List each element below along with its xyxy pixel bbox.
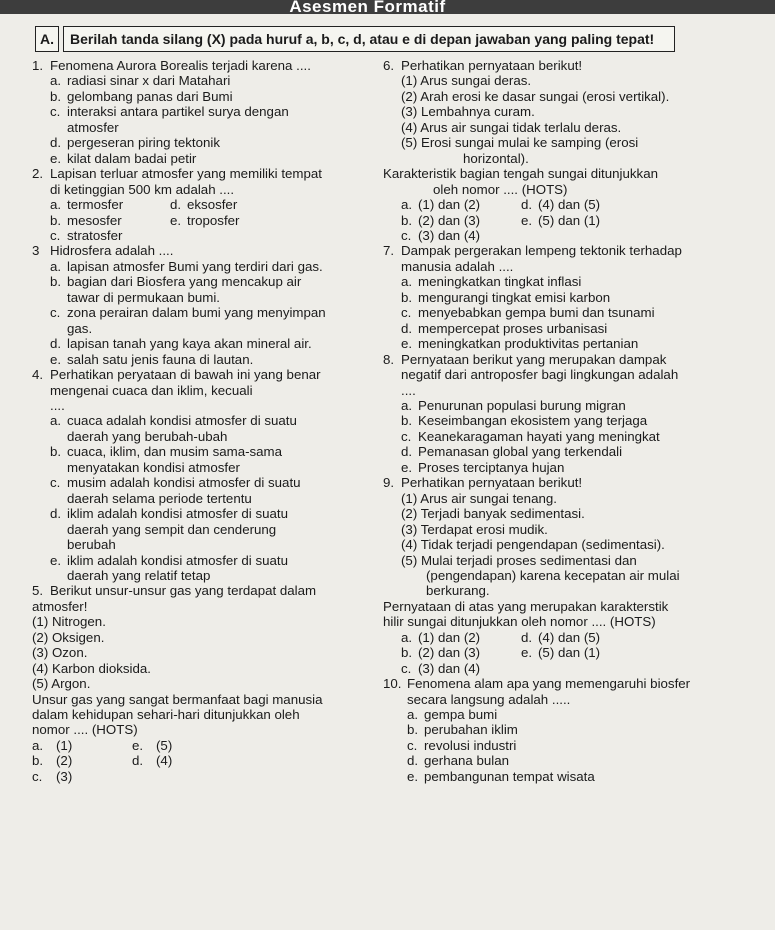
q8-option-b[interactable]: b. Keseimbangan ekosistem yang terjaga [401, 413, 648, 429]
q1-option-d[interactable]: d. pergeseran piring tektonik [50, 135, 221, 151]
q5-option-d[interactable]: d. (4) [132, 753, 173, 769]
q8-option-d[interactable]: d. Pemanasan global yang terkendali [401, 444, 623, 460]
q5-stmt-3: (3) Ozon. [32, 645, 88, 661]
question-3: 3 Hidrosfera adalah .... [32, 243, 174, 259]
section-letter: A. [35, 26, 59, 52]
q7-option-c[interactable]: c. menyebabkan gempa bumi dan tsunami [401, 305, 655, 321]
q7-option-d[interactable]: d. mempercepat proses urbanisasi [401, 320, 608, 336]
q9-stmt-5c: berkurang. [426, 583, 490, 599]
question-4: 4. Perhatikan peryataan di bawah ini yang benar mengenai cuaca dan iklim, kecuali .... [32, 367, 321, 413]
section-instruction: Berilah tanda silang (X) pada huruf a, b, c, d, atau e di depan jawaban yang paling tepat! [63, 26, 675, 52]
q2-option-c[interactable]: c. stratosfer [50, 227, 123, 243]
page-title: Asesmen Formatif [289, 0, 446, 16]
q3-option-a[interactable]: a. lapisan atmosfer Bumi yang terdiri dari gas. [50, 258, 323, 274]
q7-option-b[interactable]: b. mengurangi tingkat emisi karbon [401, 289, 611, 305]
q5-option-a[interactable]: a. (1) [32, 737, 73, 753]
q6-option-d[interactable]: d. (4) dan (5) [521, 197, 601, 213]
section-header [35, 26, 675, 52]
q1-option-b[interactable]: b. gelombang panas dari Bumi [50, 88, 233, 104]
q4-option-d[interactable]: d. iklim adalah kondisi atmosfer di suatu daerah yang sempit dan cenderung berubah [50, 506, 288, 553]
q10-option-c[interactable]: c. revolusi industri [407, 737, 517, 753]
q6-option-b[interactable]: b. (2) dan (3) [401, 212, 481, 228]
q6-stmt-5b: horizontal). [463, 150, 529, 166]
q5-prompt-2: dalam kehidupan sehari-hari ditunjukkan oleh [32, 707, 300, 723]
question-5: 5. Berikut unsur-unsur gas yang terdapat dalam [32, 583, 317, 599]
q9-stmt-3: (3) Terdapat erosi mudik. [401, 521, 548, 537]
q9-stmt-1: (1) Arus air sungai tenang. [401, 490, 557, 506]
q5-stmt-1: (1) Nitrogen. [32, 614, 106, 630]
q9-options [383, 630, 743, 676]
question-6: 6. Perhatikan pernyataan berikut! [383, 58, 583, 73]
q6-stmt-4: (4) Arus air sungai tidak terlalu deras. [401, 119, 622, 135]
question-2: 2. Lapisan terluar atmosfer yang memiliki tempat di ketinggian 500 km adalah .... [32, 166, 322, 197]
question-10: 10. Fenomena alam apa yang memengaruhi biosfer secara langsung adalah ..... [383, 676, 691, 707]
q5-options [32, 738, 370, 784]
q8-option-c[interactable]: c. Keanekaragaman hayati yang meningkat [401, 428, 660, 444]
q3-option-b[interactable]: b. bagian dari Biosfera yang mencakup air tawar di permukaan bumi. [50, 274, 302, 305]
q5-option-e[interactable]: e. (5) [132, 737, 173, 753]
q3-option-c[interactable]: c. zona perairan dalam bumi yang menyimpan gas. [50, 305, 326, 336]
q6-stmt-3: (3) Lembahnya curam. [401, 104, 535, 120]
q6-option-c[interactable]: c. (3) dan (4) [401, 227, 481, 243]
q5-stmt-5: (5) Argon. [32, 676, 91, 692]
q6-prompt-1: Karakteristik bagian tengah sungai ditunjukkan [383, 166, 658, 182]
q1-option-c[interactable]: c. interaksi antara partikel surya dengan atmosfer [50, 104, 289, 135]
q10-option-e[interactable]: e. pembangunan tempat wisata [407, 768, 595, 784]
q9-prompt-1: Pernyataan di atas yang merupakan karakterstik [383, 598, 669, 614]
q1-option-e[interactable]: e. kilat dalam badai petir [50, 150, 197, 166]
question-8: 8. Pernyataan berikut yang merupakan dampak negatif dari antroposfer bagi lingkungan adalah .... [383, 351, 679, 398]
q3-option-e[interactable]: e. salah satu jenis fauna di lautan. [50, 351, 254, 367]
q8-option-e[interactable]: e. Proses terciptanya hujan [401, 459, 565, 475]
q9-prompt-2: hilir sungai ditunjukkan oleh nomor .... (HOTS) [383, 614, 656, 630]
q9-stmt-5a: (5) Mulai terjadi proses sedimentasi dan [401, 552, 637, 568]
q4-option-b[interactable]: b. cuaca, iklim, dan musim sama-sama menyatakan kondisi atmosfer [50, 444, 283, 475]
q3-option-d[interactable]: d. lapisan tanah yang kaya akan mineral air. [50, 336, 312, 352]
q5-option-c[interactable]: c. (3) [32, 768, 73, 784]
q2-option-a[interactable]: a. termosfer [50, 197, 124, 213]
q5-prompt-1: Unsur gas yang sangat bermanfaat bagi manusia [32, 691, 323, 707]
q5-stmt-4: (4) Karbon dioksida. [32, 660, 151, 676]
right-column [383, 58, 743, 784]
q2-options [32, 197, 370, 243]
q10-option-d[interactable]: d. gerhana bulan [407, 753, 510, 769]
q4-option-a[interactable]: a. cuaca adalah kondisi atmosfer di suatu daerah yang berubah-ubah [50, 413, 297, 444]
q1-option-a[interactable]: a. radiasi sinar x dari Matahari [50, 73, 231, 89]
q10-option-a[interactable]: a. gempa bumi [407, 707, 498, 723]
q5-prompt-3: nomor .... (HOTS) [32, 722, 138, 738]
q9-option-c[interactable]: c. (3) dan (4) [401, 660, 481, 676]
q6-option-a[interactable]: a. (1) dan (2) [401, 197, 481, 213]
q2-option-d[interactable]: d. eksosfer [170, 197, 238, 213]
q9-stmt-4: (4) Tidak terjadi pengendapan (sedimentasi). [401, 537, 665, 553]
q6-option-e[interactable]: e. (5) dan (1) [521, 212, 601, 228]
q5-stmt-2: (2) Oksigen. [32, 629, 105, 645]
q6-options [383, 197, 743, 243]
question-9: 9. Perhatikan pernyataan berikut! [383, 475, 583, 491]
q6-prompt-2: oleh nomor .... (HOTS) [433, 181, 568, 197]
q6-stmt-5a: (5) Erosi sungai mulai ke samping (erosi [401, 135, 639, 151]
question-7: 7. Dampak pergerakan lempeng tektonik terhadap manusia adalah .... [383, 243, 682, 274]
q2-option-b[interactable]: b. mesosfer [50, 212, 122, 228]
q9-stmt-5b: (pengendapan) karena kecepatan air mulai [426, 567, 680, 583]
q10-option-b[interactable]: b. perubahan iklim [407, 722, 518, 738]
q6-stmt-1: (1) Arus sungai deras. [401, 73, 532, 89]
q2-option-e[interactable]: e. troposfer [170, 212, 240, 228]
q9-option-d[interactable]: d. (4) dan (5) [521, 629, 601, 645]
q9-stmt-2: (2) Terjadi banyak sedimentasi. [401, 506, 585, 522]
q6-stmt-2: (2) Arah erosi ke dasar sungai (erosi vertikal). [401, 88, 670, 104]
q5-option-b[interactable]: b. (2) [32, 753, 73, 769]
question-1: 1. Fenomena Aurora Borealis terjadi karena .... [32, 58, 311, 73]
q8-option-a[interactable]: a. Penurunan populasi burung migran [401, 397, 626, 413]
header-banner [0, 0, 775, 14]
q9-option-b[interactable]: b. (2) dan (3) [401, 645, 481, 661]
left-column [32, 58, 370, 784]
q9-option-a[interactable]: a. (1) dan (2) [401, 629, 481, 645]
q7-option-e[interactable]: e. meningkatkan produktivitas pertanian [401, 336, 639, 352]
q7-option-a[interactable]: a. meningkatkan tingkat inflasi [401, 274, 582, 290]
q5-text-2: atmosfer! [32, 598, 88, 614]
q4-option-e[interactable]: e. iklim adalah kondisi atmosfer di suatu daerah yang relatif tetap [50, 552, 288, 583]
q4-option-c[interactable]: c. musim adalah kondisi atmosfer di suatu daerah selama periode tertentu [50, 475, 301, 506]
q9-option-e[interactable]: e. (5) dan (1) [521, 645, 601, 661]
